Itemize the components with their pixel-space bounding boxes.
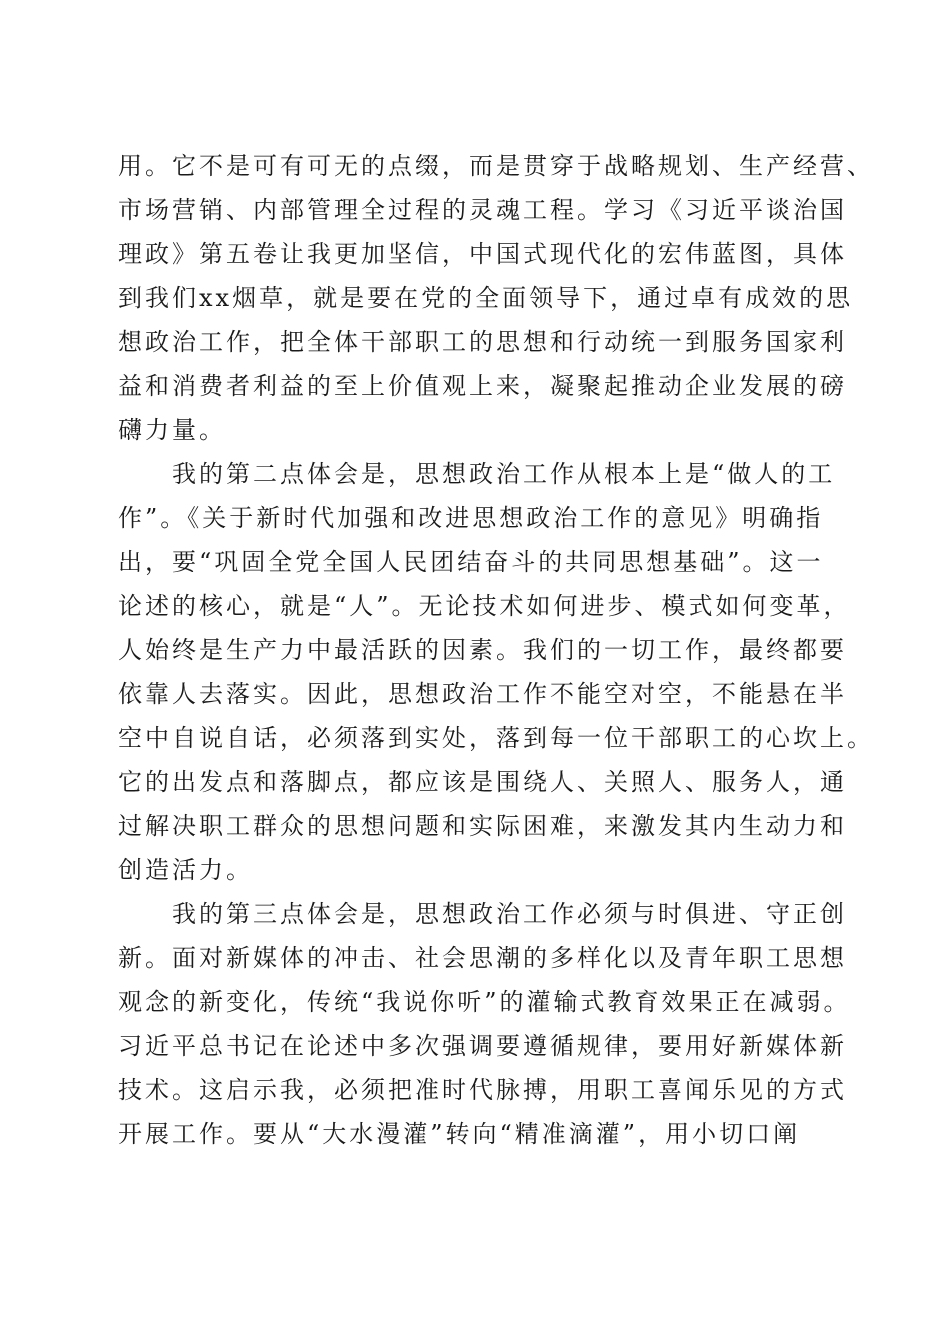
text-line: 技术。这启示我，必须把准时代脉搏，用职工喜闻乐见的方式 bbox=[118, 1076, 847, 1104]
text-line: 理政》第五卷让我更加坚信，中国式现代化的宏伟蓝图，具体 bbox=[118, 240, 847, 268]
text-line: 依靠人去落实。因此，思想政治工作不能空对空，不能悬在半 bbox=[118, 680, 847, 708]
text-line: 过解决职工群众的思想问题和实际困难，来激发其内生动力和 bbox=[118, 812, 847, 840]
text-line: 想政治工作，把全体干部职工的思想和行动统一到服务国家利 bbox=[118, 328, 847, 356]
text-line: 观念的新变化，传统“我说你听”的灌输式教育效果正在减弱。 bbox=[118, 988, 851, 1016]
text-line: 礴力量。 bbox=[118, 416, 226, 444]
text-line: 新。面对新媒体的冲击、社会思潮的多样化以及青年职工思想 bbox=[118, 944, 847, 972]
text-line: 作”。《关于新时代加强和改进思想政治工作的意见》明确指 bbox=[118, 504, 824, 532]
text-line: 创造活力。 bbox=[118, 856, 253, 884]
text-line: 用。它不是可有可无的点缀，而是贯穿于战略规划、生产经营、 bbox=[118, 152, 874, 180]
paragraph-2 bbox=[118, 452, 874, 892]
text-line: 到我们xx烟草，就是要在党的全面领导下，通过卓有成效的思 bbox=[118, 284, 854, 312]
paragraph-3 bbox=[118, 892, 851, 1156]
text-line: 它的出发点和落脚点，都应该是围绕人、关照人、服务人，通 bbox=[118, 768, 847, 796]
text-line: 益和消费者利益的至上价值观上来，凝聚起推动企业发展的磅 bbox=[118, 372, 847, 400]
document-body bbox=[118, 144, 874, 1156]
text-line: 人始终是生产力中最活跃的因素。我们的一切工作，最终都要 bbox=[118, 636, 847, 664]
text-line: 习近平总书记在论述中多次强调要遵循规律，要用好新媒体新 bbox=[118, 1032, 847, 1060]
text-line-first: 我的第二点体会是，思想政治工作从根本上是“做人的工 bbox=[172, 460, 836, 488]
text-line: 开展工作。要从“大水漫灌”转向“精准滴灌”，用小切口阐 bbox=[118, 1120, 801, 1148]
text-line: 市场营销、内部管理全过程的灵魂工程。学习《习近平谈治国 bbox=[118, 196, 847, 224]
text-line: 出，要“巩固全党全国人民团结奋斗的共同思想基础”。这一 bbox=[118, 548, 824, 576]
paragraph-1 bbox=[118, 144, 874, 452]
text-line: 空中自说自话，必须落到实处，落到每一位干部职工的心坎上。 bbox=[118, 724, 874, 752]
text-line: 论述的核心，就是“人”。无论技术如何进步、模式如何变革， bbox=[118, 592, 851, 620]
text-line-first: 我的第三点体会是，思想政治工作必须与时俱进、守正创 bbox=[172, 900, 847, 928]
